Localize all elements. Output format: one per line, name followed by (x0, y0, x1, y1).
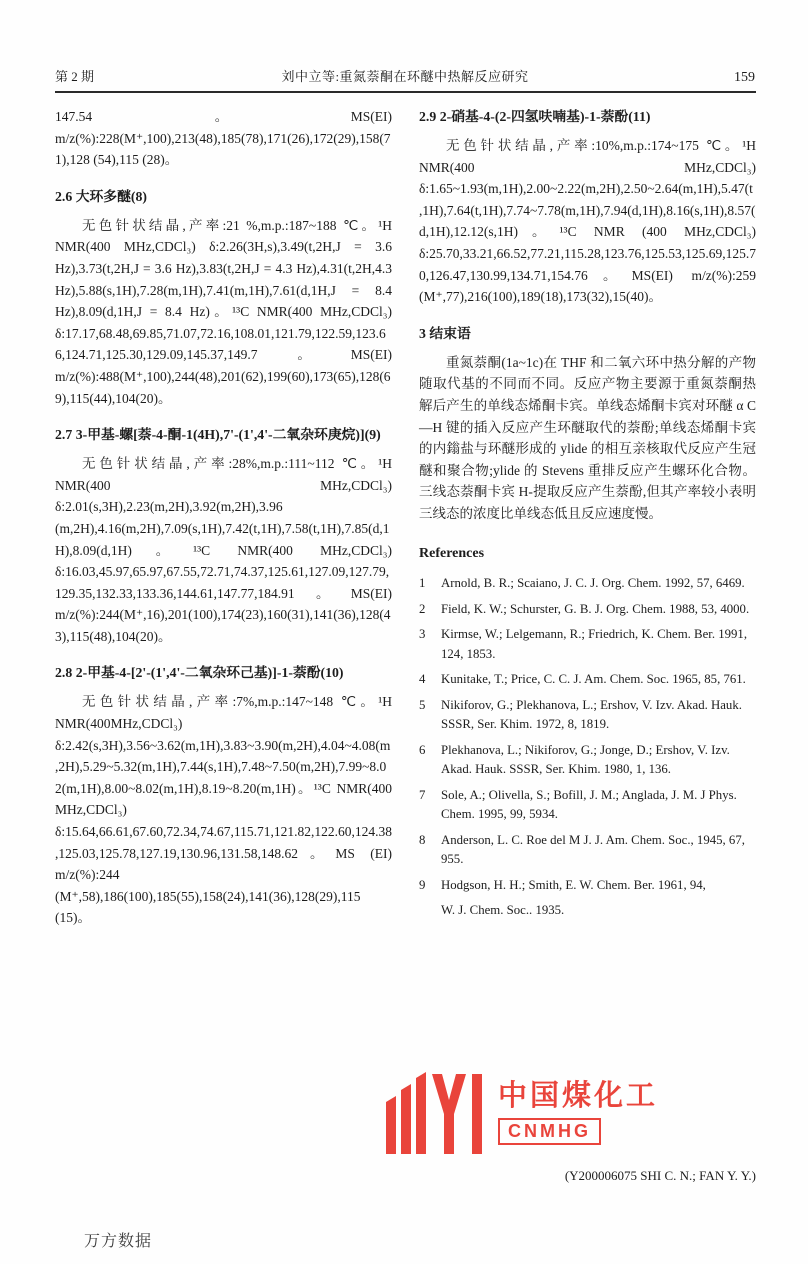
catalog-credit: (Y200006075 SHI C. N.; FAN Y. Y.) (564, 1168, 756, 1183)
reference-item (419, 876, 756, 896)
reference-item (419, 574, 756, 594)
section-heading: 3 结束语 (419, 325, 471, 341)
header-rule (55, 91, 756, 93)
reference-item (419, 600, 756, 620)
watermark-text-cn: 中国煤化工 (498, 1080, 659, 1113)
section-heading: 2.9 2-硝基-4-(2-四氢呋喃基)-1-萘酚(11) (419, 109, 651, 124)
section-body: 无色针状结晶,产率:7%,m.p.:147~148 ℃。¹H NMR(400MHz,CDCl₃) δ:2.42(s,3H),3.56~3.62(m,1H),3.83~3.90(m,2H),4.04~4.08(m,2H),5.29~5.32(m,1H),7.44(s,1H),7.48~7.50(m,2H),7.99~8.02(m,1H),8.00~8.02(m,1H),8.19~8.20(m,1H)。¹³C NMR(400 MHz,CDCl₃) δ:15.64,66.61,67.60,72.34,74.67,115.71,121.82,122.60,124.38,125.03,125.78,127.19,130.96,131.58,148.62。MS (EI) m/z(%):244 (M⁺,58),186(100),185(55),158(24),141(36),128(29),115 (15)。 (55, 694, 392, 926)
watermark-texts (498, 1081, 658, 1145)
reference-text: Arnold, B. R.; Scaiano, J. C. J. Org. Chem. 1992, 57, 6469. (441, 576, 745, 591)
reference-number: 8 (419, 832, 426, 847)
reference-text: Hodgson, H. H.; Smith, E. W. Chem. Ber. 1961, 94, (441, 877, 706, 892)
reference-number: 2 (419, 601, 426, 616)
reference-item (419, 696, 756, 735)
content-columns (55, 106, 756, 929)
reference-text: Kunitake, T.; Price, C. C. J. Am. Chem. Soc. 1965, 85, 761. (441, 672, 746, 687)
section-body: 重氮萘酮(1a~1c)在 THF 和二氧六环中热分解的产物随取代基的不同而不同。反应产物主要源于重氮萘酮热解后产生的单线态烯酮卡宾。单线态烯酮卡宾对环醚 α C—H 键的插入反应产生环醚取代的萘酚;单线态烯酮卡宾的内鎓盐与环醚形成的 ylide 的相互亲核取代反应产生冠醚和聚合物;ylide 的 Stevens 重排反应产生螺环化合物。三线态萘酮卡宾 H-提取反应产生萘酚,但其产率较小表明三线态的浓度比单线态低且反应速度慢。 (419, 354, 756, 521)
section-heading: 2.8 2-甲基-4-[2'-(1',4'-二氧杂环己基)]-1-萘酚(10) (55, 665, 344, 681)
watermark-logo (386, 1072, 486, 1154)
paragraph-continuation: 147.54。MS(EI) m/z(%):228(M⁺,100),213(48),185(78),171(26),172(29),158(71),128 (54),115 (28)。 (55, 109, 392, 168)
watermark-text-en: CNMHG (498, 1118, 601, 1145)
watermark (386, 1072, 658, 1154)
reference-text: Kirmse, W.; Lelgemann, R.; Friedrich, K. Chem. Ber. 1991, 124, 1853. (441, 627, 748, 661)
section-body: 无色针状结晶,产率:28%,m.p.:111~112 ℃。¹H NMR(400 MHz,CDCl₃) δ:2.01(s,3H),2.23(m,2H),3.92(m,2H),3.96 (m,2H),4.16(m,2H),7.09(s,1H),7.42(t,1H),7.58(t,1H),7.85(d,1H),8.09(d,1H)。¹³C NMR(400 MHz,CDCl₃) δ:16.03,45.97,65.97,67.55,72.71,74.37,125.61,127.09,127.79,129.35,132.33,133.36,144.61,147.77,184.91。MS(EI) m/z(%):244(M⁺,16),201(100),174(23),160(31),141(36),128(43),115(48),104(20)。 (55, 456, 392, 644)
wanfang-data-mark: 万方数据 (84, 1233, 153, 1250)
references-section (419, 543, 756, 921)
section-body: 无色针状结晶,产率:21 %,m.p.:187~188 ℃。¹H NMR(400 MHz,CDCl₃) δ:2.26(3H,s),3.49(t,2H,J = 3.6 Hz),3.73(t,2H,J = 3.6 Hz),3.83(t,2H,J = 4.3 Hz),4.31(t,2H,4.3 Hz),5.88(s,1H),7.28(m,1H),7.41(m,1H),7.61(d,1H,J = 8.4 Hz),8.09(d,1H,J = 8.4 Hz)。¹³C NMR(400 MHz,CDCl₃) δ:17.17,68.48,69.85,71.07,72.16,108.01,121.79,122.59,123.66,124.71,125.30,129.09,145.37,149.7。MS(EI) m/z(%):488(M⁺,100),244(48),201(62),199(60),173(65),128(69),115(44),104(20)。 (55, 217, 392, 406)
reference-text: Field, K. W.; Schurster, G. B. J. Org. Chem. 1988, 53, 4000. (441, 601, 750, 616)
reference-number: 4 (419, 672, 426, 687)
page-header (55, 66, 755, 86)
reference-item (419, 831, 756, 870)
section-2-7 (55, 424, 392, 647)
references-heading: References (419, 545, 485, 561)
reference-text: Plekhanova, L.; Nikiforov, G.; Jonge, D.; Ershov, V. Izv. Akad. Hauk. SSSR, Ser. Khim. 1980, 1, 136. (441, 742, 730, 777)
section-body: 无色针状结晶,产率:10%,m.p.:174~175 ℃。¹H NMR(400 MHz,CDCl₃) δ:1.65~1.93(m,1H),2.00~2.22(m,2H),2.50~2.64(m,1H),5.47(t,1H),7.64(t,1H),7.74~7.78(m,1H),7.94(d,1H),8.16(s,1H),8.57(d,1H),12.12(s,1H)。¹³C NMR (400 MHz,CDCl₃) δ:25.70,33.21,66.52,77.21,115.28,123.76,125.53,125.69,125.70,126.47,130.99,134.71,154.76。MS(EI) m/z(%):259 (M⁺,77),216(100),189(18),173(32),15(40)。 (419, 138, 756, 305)
section-heading: 2.7 3-甲基-螺[萘-4-酮-1(4H),7'-(1',4'-二氧杂环庚烷)](9) (55, 427, 381, 443)
journal-issue: 第 2 期 (55, 69, 95, 84)
running-title: 刘中立等:重氮萘酮在环醚中热解反应研究 (281, 69, 529, 84)
reference-number: 7 (419, 787, 426, 802)
reference-number: 5 (419, 697, 426, 712)
section-2-9 (419, 106, 756, 308)
section-conclusion (419, 323, 756, 525)
reference-item (419, 625, 756, 664)
reference-number: 9 (419, 877, 426, 892)
reference-item (419, 741, 756, 780)
page-number: 159 (734, 70, 755, 85)
left-column (55, 106, 392, 929)
section-2-8 (55, 662, 392, 929)
reference-text: Nikiforov, G.; Plekhanova, L.; Ershov, V. Izv. Akad. Hauk. SSSR, Ser. Khim. 1972, 8, 1819. (441, 697, 742, 732)
section-heading: 2.6 大环多醚(8) (55, 188, 147, 204)
reference-number: 6 (419, 742, 426, 757)
section-2-6 (55, 186, 392, 409)
reference-item (419, 901, 756, 921)
reference-item (419, 670, 756, 690)
reference-text: Sole, A.; Olivella, S.; Bofill, J. M.; Anglada, J. M. J Phys. Chem. 1995, 99, 5934. (441, 787, 737, 822)
reference-text: W. J. Chem. Soc.. 1935. (441, 903, 565, 918)
reference-number (419, 901, 434, 921)
reference-number: 3 (419, 627, 426, 642)
reference-number: 1 (419, 576, 426, 591)
reference-item (419, 786, 756, 825)
reference-text: Anderson, L. C. Roe del M J. J. Am. Chem. Soc., 1945, 67, 955. (441, 832, 745, 867)
right-column (419, 106, 756, 929)
